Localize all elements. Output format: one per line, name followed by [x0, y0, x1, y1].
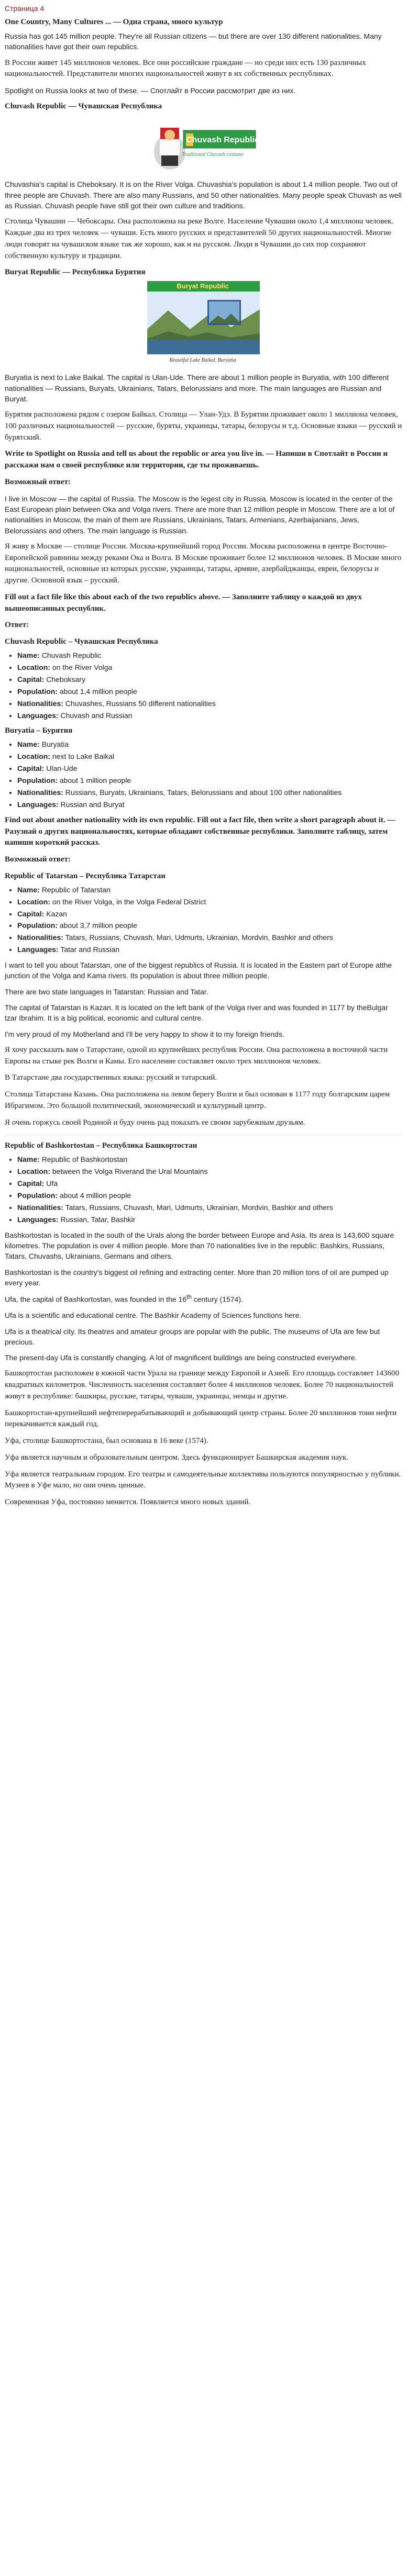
fact-item: • Nationalities: Russians, Buryats, Ukrainians, Tatars, Belorussians and about 100 other nationalities: [17, 788, 402, 798]
fact-item: • Nationalities: Chuvashes, Russians 50 different nationalities: [17, 699, 402, 709]
buryat-ru: Бурятия расположена рядом с озером Байкал. Столица — Улан-Удэ. В Бурятии проживает около 1 миллиона человек, 100 различных национальностей — русские, буряты, украинцы, татары, белорусы и т.д. Основные языки — русский и бурятский.: [5, 410, 402, 442]
buryat-caption: Beautiful Lake Baikal, Buryatia: [169, 357, 236, 364]
bashkortostan-en-5: Ufa is a theatrical city. Its theatres and amateur groups are popular with the public. The museums of Ufa are few but precious.: [5, 1327, 380, 1346]
bashkortostan-en-3: Ufa, the capital of Bashkortostan, was founded in the 16th century (1574).: [5, 1294, 243, 1304]
bashkortostan-heading: Republic of Bashkortostan – Республика Башкортостан: [5, 1141, 197, 1150]
chuvash-ru: Столица Чувашии — Чебоксары. Она расположена на реке Волге. Население Чувашии около 1,4 миллиона человек. Каждые два из трех человек — чуваши. Есть много русских и представителей 50 других национальностей. Многие люди говорят на чувашском языке так же хорошо, как и на русском. Люди в Чувашии до сих пор сохраняют собственную культуру и традиции.: [5, 217, 394, 260]
buryat-image: [147, 281, 260, 365]
tatarstan-en-2: There are two state languages in Tatarstan: Russian and Tatar.: [5, 987, 208, 996]
task1-answer-label: Возможный ответ:: [5, 477, 71, 486]
task2-buryat-list: [17, 740, 402, 809]
fact-item: • Nationalities: Tatars, Russians, Chuvash, Mari, Udmurts, Ukrainian, Mordvin, Bashkir and others: [17, 1203, 402, 1213]
bashkortostan-list: [17, 1155, 402, 1224]
fact-item: • Capital: Ufa: [17, 1179, 402, 1189]
tatarstan-en-4: I'm very proud of my Motherland and I'll be very happy to show it to my foreign friends.: [5, 1029, 284, 1038]
tatarstan-ru-1: Я хочу рассказать вам о Татарстане, одной из крупнейших республик России. Она расположена в восточной части Европы на стыке рек Волги и Камы. Его население составляет около трех миллионов человек.: [5, 1045, 388, 1066]
bashkortostan-ru-6: Современная Уфа, постоянно меняется. Появляется много новых зданий.: [5, 1498, 251, 1507]
task3-answer-label: Возможный ответ:: [5, 855, 71, 864]
fact-item: • Capital: Cheboksary: [17, 675, 402, 685]
bashkortostan-en-4: Ufa is a scientific and educational centre. The Bashkir Academy of Sciences functions here.: [5, 1311, 302, 1320]
fact-item: • Location: between the Volga Riverand the Ural Mountains: [17, 1167, 402, 1177]
bashkortostan-ru-1: Башкортостан расположен в южной части Урала на границе между Европой и Азией. Его площадь составляет 143600 квадратных километров. Численность населения составляет более 4 миллионов человек. Более 70 национальностей живут в республике: башкиры, русские, татары, чуваши, украинцы, немцы и другие.: [5, 1369, 399, 1401]
intro-en: Russia has got 145 million people. They're all Russian citizens — but there are over 130 different nationalities. Many nationalities have got their own republics.: [5, 32, 382, 51]
fact-item: • Name: Buryatia: [17, 740, 402, 749]
bashkortostan-ru-5: Уфа является театральным городом. Его театры и самодеятельные коллективы пользуются популярностью у публики. Музеев в Уфе мало, но они очень ценные.: [5, 1470, 401, 1490]
tatarstan-ru-4: Я очень горжусь своей Родиной и буду очень рад показать ее своим зарубежным друзьям.: [5, 1118, 305, 1127]
buryat-image-title: Buryat Republic: [177, 282, 229, 290]
fact-item: • Location: next to Lake Baikal: [17, 752, 402, 761]
bashkortostan-ru-3: Уфа, столице Башкортостана, был основана в 16 веке (1574).: [5, 1437, 208, 1446]
fact-item: • Nationalities: Tatars, Russians, Chuvash, Mari, Udmurts, Ukrainian, Mordvin, Bashkir and others: [17, 933, 402, 943]
task2-text: Fill out a fact file like this about each of the two republics above. — Заполните таблицу о каждой из двух вышеописанных республик.: [5, 592, 362, 613]
chuvash-image: [150, 115, 257, 173]
fact-item: • Name: Chuvash Republic: [17, 651, 402, 660]
buryat-en: Buryatia is next to Lake Baikal. The capital is Ulan-Ude. There are about 1 million people in Buryatia, with 100 different nationalities — Russians, Buryats, Ukrainians, Tatars, Belorussians and more. The main languages are Russian and Buryat.: [5, 373, 389, 403]
fact-item: • Languages: Russian, Tatar, Bashkir: [17, 1215, 402, 1225]
bashkortostan-ru-2: Башкортостан-крупнейший нефтеперерабатывающий и добывающий центр страны. Более 20 миллионов тонн нефти перекачивается каждый год.: [5, 1408, 397, 1429]
bashkortostan-en-6: The present-day Ufa is constantly changing. A lot of magnificent buildings are being constructed everywhere.: [5, 1353, 357, 1362]
bashkortostan-en-1: Bashkortostan is located in the south of the Urals along the border between Europe and Asia. Its area is 143,600 square kilometres. The population is over 4 million people. More than 70 nationalities live in the republic: Bashkirs, Russians, Tatars, Chuvashs, Ukrainians, Germans and others.: [5, 1230, 394, 1261]
buryat-heading: Buryat Republic — Республика Бурятия: [5, 268, 146, 277]
tatarstan-ru-3: Столица Татарстана Казань. Она расположена на левом берегу Волги и был основан в 1177 году болгарским царем Ибрагимом. Это большой политический, экономический и культурный центр.: [5, 1090, 390, 1110]
tatarstan-list: [17, 885, 402, 955]
fact-item: • Name: Republic of Tatarstan: [17, 885, 402, 895]
page-title: One Country, Many Cultures ... — Одна страна, много культур: [5, 18, 223, 26]
task2-buryat-heading: Buryatia – Бурятия: [5, 726, 73, 735]
task1-text: Write to Spotlight on Russia and tell us about the republic or area you live in. — Напиши в Спотлайт в России и расскажи нам о своей республике или территории, где ты проживаешь.: [5, 450, 388, 470]
tatarstan-heading: Republic of Tatarstan – Республика Татарстан: [5, 871, 166, 880]
chuvash-image-title: Chuvash Republic: [186, 136, 257, 145]
task2-chuvash-list: [17, 651, 402, 720]
chuvash-heading: Chuvash Republic — Чувашская Республика: [5, 102, 162, 111]
fact-item: • Languages: Chuvash and Russian: [17, 711, 402, 721]
fact-item: • Capital: Ulan-Ude: [17, 764, 402, 774]
bashkortostan-en-2: Bashkortostan is the country's biggest oil refining and extracting center. More than 20 million tons of oil are pumped up every year.: [5, 1268, 389, 1287]
chuvash-en: Chuvashia's capital is Cheboksary. It is on the River Volga. Chuvashia's population is about 1.4 million people. Two out of three people are Chuvash. There are also many Russians, and 50 other nationalities. Many people speak Chuvash as well as Russian. Chuvash people have still got their own culture and traditions.: [5, 180, 402, 210]
intro-ru: В России живет 145 миллионов человек. Все они российские граждане — но среди них есть 130 различных национальностей. Представители многих национальностей живут в их собственных республиках.: [5, 58, 366, 79]
fact-item: • Languages: Russian and Buryat: [17, 800, 402, 810]
fact-item: • Population: about 4 million people: [17, 1191, 402, 1201]
fact-item: • Population: about 1,4 million people: [17, 687, 402, 697]
fact-item: • Location: on the River Volga, in the Volga Federal District: [17, 897, 402, 907]
fact-item: • Name: Republic of Bashkortostan: [17, 1155, 402, 1164]
task1-ru: Я живу в Москве — столице России. Москва-крупнейший город России. Москва расположена в центре Восточно-Европейской равнины между реками Ока и Волга. В Москве проживает более 12 миллионов человек. В Москве много национальностей, основные из которых русские, украинцы, татары, армяне, азербайджанцы, евреи, белорусы и другие. Основной язык – русский.: [5, 542, 402, 585]
task3-text: Find out about another nationality with its own republic. Fill out a fact file, then write a short paragraph about it. — Разузнай о других национальностях, которые обладают собственные республики. Заполните таблицу, затем напиши короткий рассказ.: [5, 815, 395, 847]
bashkortostan-ru-4: Уфа является научным и образовательным центром. Здесь функционирует Башкирская академия наук.: [5, 1453, 348, 1462]
page-link[interactable]: Страница 4: [5, 4, 45, 13]
intro-spotlight: Spotlight on Russia looks at two of these. — Спотлайт в России рассмотрит две из них.: [5, 86, 296, 95]
fact-item: • Location: on the River Volga: [17, 663, 402, 673]
fact-item: • Population: about 1 million people: [17, 776, 402, 786]
fact-item: • Population: about 3,7 million people: [17, 921, 402, 931]
chuvash-caption: Traditional Chuvash costume: [182, 152, 244, 158]
fact-item: • Capital: Kazan: [17, 909, 402, 919]
fact-item: • Languages: Tatar and Russian: [17, 945, 402, 955]
tatarstan-en-3: The capital of Tatarstan is Kazan. It is located on the left bank of the Volga river and was founded in 1177 by theBulgar tzar Ibrahim. It is a big political, economic and cultural centre.: [5, 1003, 388, 1023]
task1-en: I live in Moscow — the capital of Russia. The Moscow is the legest city in Russia. Moscow is located in the center of the East European plain between Oka and Volga rivers. There are more than 12 million people in Moscow. There are a lot of nationalities in Moscow, the main of them are Russians, Ukrainians, Tatars, Armenians, Azerbaijanians, Jews, Belorussians and others. The main language is Russian.: [5, 494, 395, 535]
task2-answer-label: Ответ:: [5, 621, 29, 630]
tatarstan-ru-2: В Татарстане два государственных языка: русский и татарский.: [5, 1073, 217, 1082]
tatarstan-en-1: I want to tell you about Tatarstan, one of the biggest republics of Russia. It is located in the Eastern part of Europe atthe junction of the Volga and Kama rivers. Its population is about three million people.: [5, 961, 392, 980]
task2-chuvash-heading: Chuvash Republic – Чувашская Республика: [5, 637, 158, 646]
